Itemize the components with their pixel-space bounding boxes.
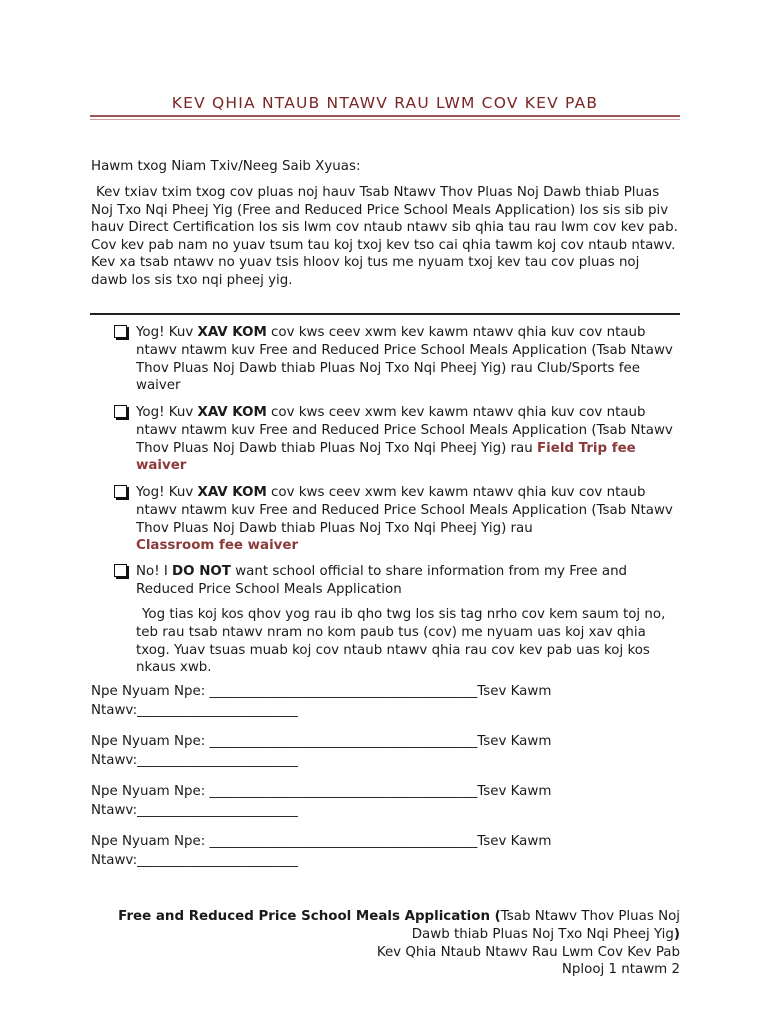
school-line[interactable]: Ntawv:________________________ [91,702,298,718]
student-name-line[interactable]: Npe Nyuam Npe: ________________________________________Tsev Kawm [91,784,552,799]
page-number: Nplooj 1 ntawm 2 [561,962,680,978]
section-divider [90,313,680,315]
school-line[interactable]: Ntawv:________________________ [91,852,298,868]
footer-line-2 [90,926,680,944]
intro-paragraph: Kev txiav txim txog cov pluas noj hauv Tsab Ntawv Thov Pluas Noj Dawb thiab Pluas Noj Txo Nqi Pheej Yig (Free and Reduced Price School Meals Application) los sis sib piv hauv Direct Certification los sis lwm cov ntaub ntawv sib qhia tau rau lwm cov kev pab. Cov kev pab nam no yuav tsum tau koj txoj kev tso cai qhia tawm koj cov ntaub ntawv. Kev xa tsab ntawv no yuav tsis hloov koj tus me nyuam txoj kev tau cov pluas noj dawb los sis txo nqi pheej yig. [91,185,678,288]
option-text [136,484,674,555]
student-name-field[interactable] [91,733,551,770]
option-text [136,324,674,395]
option-body: cov kws ceev xwm kev kawm ntawv qhia kuv cov ntaub ntawv ntawm kuv Free and Reduced Price School Meals Application (Tsab Ntawv Thov Pluas Noj Dawb thiab Pluas Noj Txo Nqi Pheej Yig) rau Club/Sports fee waiver [136,325,673,394]
option-bold: DO NOT [172,564,231,579]
student-name-field[interactable] [91,833,551,870]
title-rule [90,115,680,117]
student-name-field[interactable] [91,783,551,820]
school-line[interactable]: Ntawv:________________________ [91,752,298,768]
option-do-not-share[interactable] [114,563,674,599]
option-lead: Yog! Kuv [136,485,198,500]
option-text [136,404,674,475]
title-rule-thin [90,119,680,120]
footer-line2-close: ) [673,926,680,942]
option-bold: XAV KOM [197,325,267,340]
option-bold: XAV KOM [197,485,267,500]
checkbox-icon[interactable] [114,485,127,498]
school-line[interactable]: Ntawv:________________________ [91,802,298,818]
checkbox-icon[interactable] [114,405,127,418]
option-field-trip[interactable] [114,404,674,475]
footer-line-1 [90,908,680,926]
option-body: want school official to share information from my Free and Reduced Price School Meals Application [136,564,628,597]
footer-line2-text: Dawb thiab Pluas Noj Txo Nqi Pheej Yig [411,926,674,942]
option-lead: Yog! Kuv [136,325,198,340]
option-classroom[interactable] [114,484,674,555]
option-lead: Yog! Kuv [136,405,198,420]
page-title: KEV QHIA NTAUB NTAWV RAU LWM COV KEV PAB [171,94,599,112]
option-body: cov kws ceev xwm kev kawm ntawv qhia kuv cov ntaub ntawv ntawm kuv Free and Reduced Price School Meals Application (Tsab Ntawv Thov Pluas Noj Dawb thiab Pluas Noj Txo Nqi Pheej Yig) rau [136,485,673,536]
checkbox-icon[interactable] [114,564,127,577]
footer-bold-lead: Free and Reduced Price School Meals Application ( [118,909,501,924]
page-footer [90,908,680,979]
student-name-line[interactable]: Npe Nyuam Npe: ________________________________________Tsev Kawm [91,684,552,699]
footer-line1-rest: Tsab Ntawv Thov Pluas Noj [500,909,680,924]
footer-line-3: Kev Qhia Ntaub Ntawv Rau Lwm Cov Kev Pab [376,944,680,960]
student-name-line[interactable]: Npe Nyuam Npe: ________________________________________Tsev Kawm [91,834,552,849]
greeting: Hawm txog Niam Txiv/Neeg Saib Xyuas: [91,159,361,174]
student-name-field[interactable] [91,683,551,720]
option-highlight: Classroom fee waiver [136,538,299,554]
option-lead: No! I [136,564,173,579]
student-name-line[interactable]: Npe Nyuam Npe: ________________________________________Tsev Kawm [91,734,552,749]
option-club-sports[interactable] [114,324,674,395]
instruction-note: Yog tias koj kos qhov yog rau ib qho twg los sis tag nrho cov kem saum toj no, teb rau tsab ntawv nram no kom paub tus (cov) me nyuam uas koj xav qhia txog. Yuav tsuas muab koj cov ntaub ntawv qhia rau cov kev pab uas koj kos nkaus xwb. [136,607,666,676]
option-text [136,563,674,599]
checkbox-icon[interactable] [114,325,127,338]
option-body: cov kws ceev xwm kev kawm ntawv qhia kuv cov ntaub ntawv ntawm kuv Free and Reduced Price School Meals Application (Tsab Ntawv Thov Pluas Noj Dawb thiab Pluas Noj Txo Nqi Pheej Yig) rau [136,405,673,456]
option-highlight: Field Trip fee waiver [136,440,636,474]
option-bold: XAV KOM [197,405,267,420]
